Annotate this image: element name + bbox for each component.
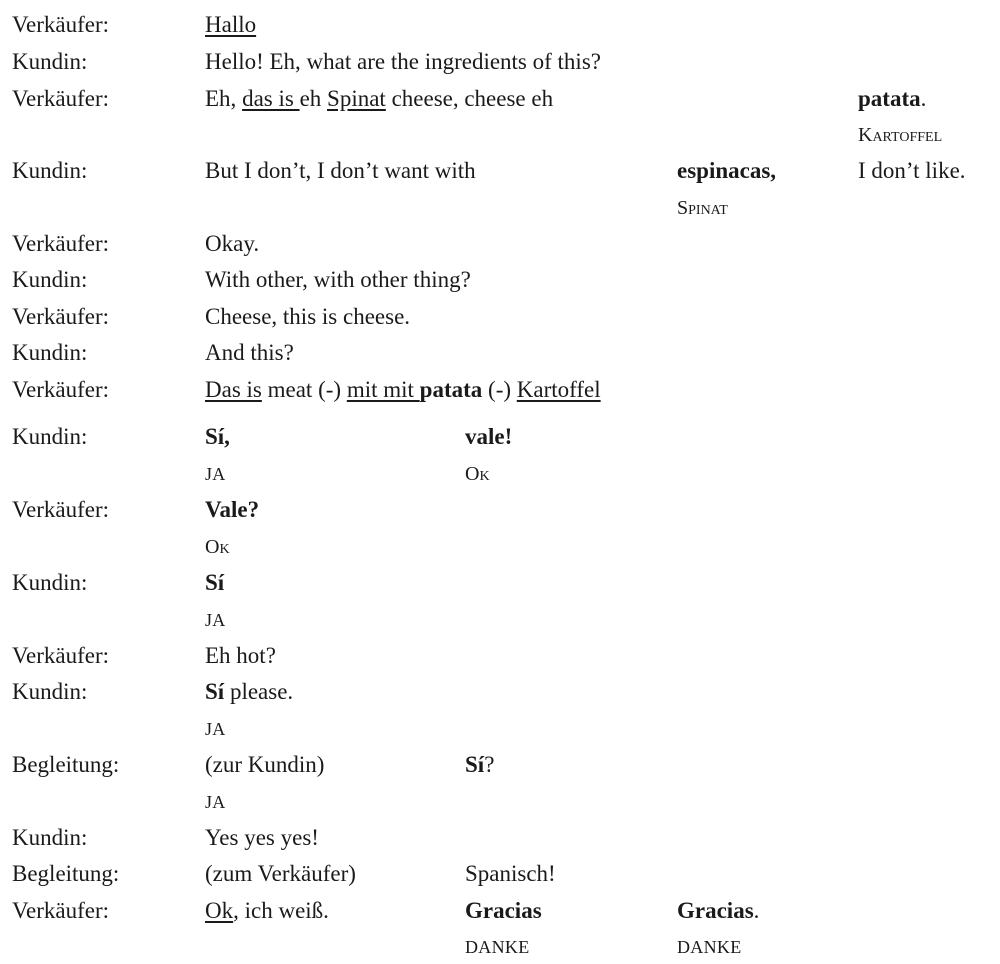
gloss: Ok	[465, 463, 490, 485]
speaker-label: Begleitung:	[12, 861, 120, 886]
gloss: DANKE	[465, 937, 530, 957]
speaker-label: Kundin:	[12, 424, 88, 449]
utterance: Eh hot?	[205, 643, 276, 668]
utterance-spanish: patata.	[858, 86, 927, 111]
utterance-spanish: Sí	[205, 570, 225, 595]
gloss: JA	[205, 719, 226, 739]
utterance: Das is meat (-) mit mit patata (-) Kartoffel	[205, 377, 601, 402]
speaker-label: Kundin:	[12, 158, 88, 183]
utterance-spanish: Gracias.	[677, 898, 760, 923]
utterance: Yes yes yes!	[205, 825, 319, 850]
utterance: I don’t like.	[858, 158, 966, 183]
utterance: Eh, das is eh Spinat cheese, cheese eh	[205, 86, 554, 111]
utterance: But I don’t, I don’t want with	[205, 158, 476, 183]
utterance: And this?	[205, 340, 294, 365]
gloss: JA	[205, 610, 226, 630]
gloss: Ok	[205, 536, 230, 558]
speaker-label: Verkäufer:	[12, 643, 110, 668]
utterance: Cheese, this is cheese.	[205, 304, 411, 329]
utterance: With other, with other thing?	[205, 267, 471, 292]
utterance-spanish: vale!	[465, 424, 513, 449]
stage-direction: (zur Kundin)	[205, 752, 325, 777]
utterance: Hello! Eh, what are the ingredients of this?	[205, 49, 601, 74]
gloss: JA	[205, 792, 226, 812]
utterance: Okay.	[205, 231, 260, 256]
speaker-label: Kundin:	[12, 825, 88, 850]
speaker-label: Begleitung:	[12, 752, 120, 777]
speaker-label: Verkäufer:	[12, 231, 110, 256]
stage-direction: (zum Verkäufer)	[205, 861, 356, 886]
gloss: JA	[205, 464, 226, 484]
gloss: Spinat	[677, 197, 728, 219]
speaker-label: Kundin:	[12, 340, 88, 365]
utterance-spanish: espinacas,	[677, 158, 777, 183]
speaker-label: Kundin:	[12, 679, 88, 704]
speaker-label: Verkäufer:	[12, 898, 110, 923]
utterance: Hallo	[205, 12, 257, 37]
utterance-spanish: Gracias	[465, 898, 542, 923]
gloss: DANKE	[677, 937, 742, 957]
utterance: Sí please.	[205, 679, 294, 704]
gloss: Kartoffel	[858, 124, 943, 146]
speaker-label: Kundin:	[12, 49, 88, 74]
speaker-label: Verkäufer:	[12, 86, 110, 111]
utterance: Spanisch!	[465, 861, 556, 886]
utterance-spanish: Sí?	[465, 752, 495, 777]
speaker-label: Verkäufer:	[12, 304, 110, 329]
speaker-label: Verkäufer:	[12, 12, 110, 37]
utterance: Ok, ich weiß.	[205, 898, 329, 923]
utterance-spanish: Sí,	[205, 424, 230, 449]
speaker-label: Verkäufer:	[12, 497, 110, 522]
speaker-label: Kundin:	[12, 267, 88, 292]
utterance-spanish: Vale?	[205, 497, 260, 522]
speaker-label: Verkäufer:	[12, 377, 110, 402]
speaker-label: Kundin:	[12, 570, 88, 595]
